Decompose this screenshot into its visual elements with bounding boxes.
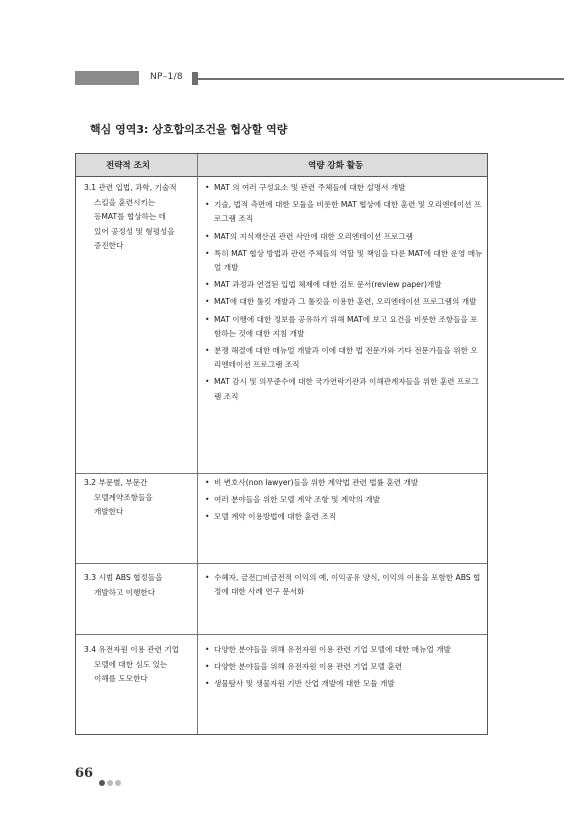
strategy-line: 3.4 유전자원 이용 관련 기업 [84,645,180,654]
row-divider [76,634,487,635]
section-title: 핵심 영역3: 상호합의조건을 협상할 역량 [90,123,288,136]
list-item: • 모델 계약 이용방법에 대한 훈련 조직 [204,510,484,524]
list-item: • 수혜자, 금전□비금전적 이익의 예, 이익공유 양식, 이익의 이용을 포함한 ABS 협정에 대한 사례 연구 문서화 [204,571,484,599]
strategy-line: 이해를 도모한다 [94,674,148,683]
strategy-line: 모델에 대한 심도 있는 [94,659,168,669]
activities-cell-3-1 [204,181,484,407]
list-item: • 기술, 법적 측면에 대한 모듈을 비롯한 MAT 협상에 대한 훈련 및 오리엔테이션 프로그램 조직 [204,198,484,226]
header-label: NP–1/8 [150,72,183,82]
strategy-line: 3.1 관련 입법, 과학, 기술적 [84,183,177,192]
strategy-line: 개발한다 [94,507,124,516]
strategy-line: 모델계약조항들을 [94,492,153,502]
strategy-line: 개발하고 이행한다 [94,587,156,597]
list-item: • 특히 MAT 협상 방법과 관련 주체들의 역할 및 책임을 다룬 MAT에 대한 운영 매뉴얼 개발 [204,247,484,275]
row-divider [76,563,487,564]
dot-icon [107,780,113,786]
strategy-table [75,153,488,735]
row-divider [76,473,487,474]
strategy-cell-3-2 [84,476,192,520]
activities-cell-3-3 [204,571,484,602]
strategy-line: 증진한다 [94,241,124,250]
col-header-activities: 역량 강화 활동 [308,161,364,171]
header-bar-left [75,71,139,85]
page-number: 66 [75,766,94,781]
list-item: • 비 변호사(non lawyer)들을 위한 계약법 관련 법률 훈련 개발 [204,476,484,490]
list-item: • MAT 감시 및 의무준수에 대한 국가연락기관과 이해관계자들을 위한 훈련 프로그램 조직 [204,375,484,403]
strategy-line: 3.3 시범 ABS 협정들을 [84,573,163,582]
strategy-cell-3-3 [84,571,192,600]
strategy-cell-3-4 [84,643,192,687]
list-item: • 분쟁 해결에 대한 매뉴얼 개발과 이에 대한 법 전문가와 기타 전문가들을 위한 오리엔테이션 프로그램 조직 [204,344,484,372]
list-item: • MAT의 지식재산권 관련 사안에 대한 오리엔테이션 프로그램 [204,230,484,244]
strategy-line: 있어 공정성 및 형평성을 [94,226,175,236]
list-item: • MAT 의 여러 구성요소 및 관련 주체들에 대한 설명서 개발 [204,181,484,195]
list-item: • MAT 과정과 연결된 입법 체제에 대한 검토 문서(review paper)개발 [204,278,484,292]
strategy-line: 3.2 부문별, 부문간 [84,478,148,487]
list-item: • MAT에 대한 툴킷 개발과 그 툴킷을 이용한 훈련, 오리엔테이션 프로그램의 개발 [204,295,484,309]
list-item: • MAT 이행에 대한 정보를 공유하기 위해 MAT에 보고 요건을 비롯한 조항들을 포함하는 것에 대한 지침 개발 [204,313,484,341]
strategy-line: 스킬을 훈련시키는 [94,197,156,207]
list-item: • 생물탐사 및 생물자원 기반 산업 개발에 대한 모듈 개발 [204,677,484,691]
dot-icon [99,780,105,786]
column-divider [197,154,198,734]
activities-cell-3-4 [204,643,484,695]
col-header-strategy: 전략적 조치 [106,161,151,171]
header-rule [198,78,564,80]
strategy-line: 등MAT를 협상하는 데 [94,212,166,221]
list-item: • 다양한 분야들을 위해 유전자원 이용 관련 기업 모델 훈련 [204,660,484,674]
activities-cell-3-2 [204,476,484,528]
table-header [76,154,487,177]
list-item: • 다양한 분야들을 위해 유전자원 이용 관련 기업 모델에 대한 매뉴얼 개발 [204,643,484,657]
list-item: • 여러 분야들을 위한 모델 계약 조항 및 계약의 개발 [204,493,484,507]
page-dots-decoration [99,771,123,790]
strategy-cell-3-1 [84,181,192,254]
dot-icon [115,780,121,786]
